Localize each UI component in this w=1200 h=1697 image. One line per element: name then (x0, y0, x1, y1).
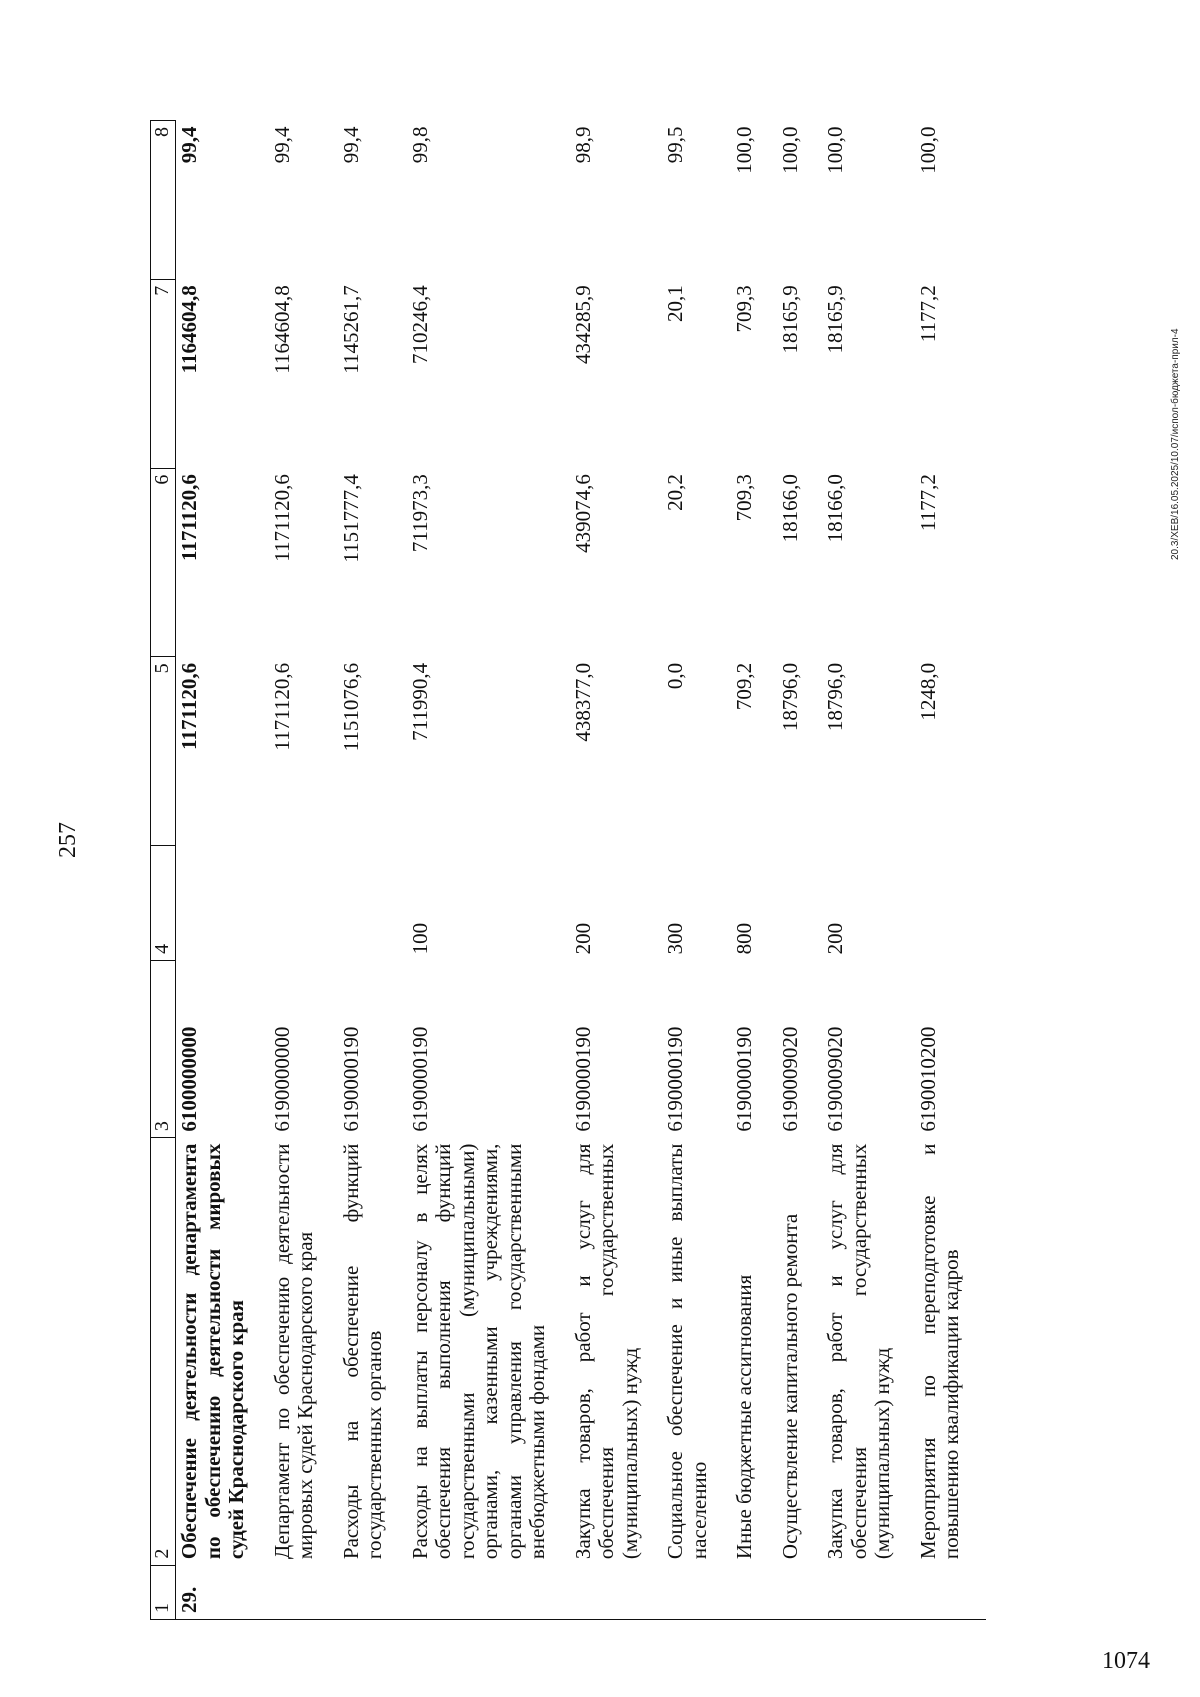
row-code: 6190009020 (823, 1026, 848, 1132)
rotated-page-content (55, 60, 1181, 1620)
row-value-7: 18165,9 (777, 285, 802, 354)
row-value-7: 20,1 (663, 285, 688, 323)
row-value-8: 98,9 (570, 126, 595, 164)
row-name: Расходы на выплаты персоналу в целях обеспечения выполнения функций государственными (муниципальными) органами, казенными учреждениями, органами управления государственными внебюджетными фондами (407, 1143, 550, 1560)
row-code: 6190000000 (269, 1026, 294, 1132)
row-value-7: 18165,9 (823, 285, 848, 354)
footer-document-code: 20.3/XEB/16.05.2025/10.07/испол-бюджета-прил-4 (1170, 328, 1181, 560)
row-value-8: 100,0 (823, 126, 848, 174)
row-value-5: 711990,4 (407, 662, 432, 741)
row-number (664, 1565, 733, 1619)
row-number: 29. (176, 1565, 271, 1619)
row-number (271, 1565, 340, 1619)
row-value-6: 1171120,6 (177, 474, 201, 562)
row-value-7: 434285,9 (570, 285, 595, 365)
column-header-1: 1 (151, 1565, 176, 1619)
row-name: Обеспечение деятельности департамента по обеспечению деятельности мировых судей Краснодарского края (177, 1143, 249, 1560)
column-header-7: 7 (151, 279, 176, 468)
row-value-6: 439074,6 (570, 474, 595, 553)
row-code: 6190000190 (732, 1026, 757, 1132)
row-code: 6190009020 (777, 1026, 802, 1132)
row-name: Расходы на обеспечение функций государственных органов (338, 1143, 387, 1560)
row-name: Осуществление капитального ремонта (777, 1213, 802, 1560)
table-row (340, 121, 409, 1620)
row-value-7: 710246,4 (407, 285, 432, 365)
row-type: 800 (732, 922, 757, 955)
row-value-8: 99,8 (407, 126, 432, 164)
table-row (572, 121, 665, 1620)
table-row (824, 121, 917, 1620)
row-value-5: 438377,0 (570, 662, 595, 742)
row-value-8: 100,0 (777, 126, 802, 174)
column-header-8: 8 (151, 121, 176, 280)
row-value-8: 99,4 (269, 126, 294, 164)
row-type (917, 846, 986, 961)
column-header-6: 6 (151, 468, 176, 657)
row-value-8: 100,0 (915, 126, 940, 174)
row-code: 6190000190 (570, 1026, 595, 1132)
table-row (409, 121, 572, 1620)
row-value-6: 711973,3 (407, 474, 432, 553)
row-value-7: 709,3 (732, 285, 757, 333)
table-row (917, 121, 986, 1620)
row-type (779, 846, 825, 961)
row-type (176, 846, 271, 961)
row-value-7: 1164604,8 (269, 285, 294, 374)
row-name: Департамент по обеспечению деятельности мировых судей Краснодарского края (269, 1143, 318, 1560)
row-name: Мероприятия по переподготовке и повышению квалификации кадров (915, 1143, 964, 1560)
row-value-7: 1164604,8 (177, 285, 201, 374)
column-header-2: 2 (151, 1138, 176, 1565)
row-type (271, 846, 340, 961)
row-code: 6190000190 (663, 1026, 688, 1132)
row-value-8: 100,0 (732, 126, 757, 174)
row-name: Закупка товаров, работ и услуг для обеспечения государственных (муниципальных) нужд (823, 1143, 895, 1560)
row-number (733, 1565, 779, 1619)
row-code: 6190010200 (915, 1026, 940, 1132)
row-value-6: 18166,0 (823, 474, 848, 543)
table-row (779, 121, 825, 1620)
row-value-6: 20,2 (663, 474, 688, 511)
table-header-row (151, 121, 176, 1620)
row-value-8: 99,4 (177, 126, 201, 164)
row-value-6: 709,3 (732, 474, 757, 522)
row-value-5: 18796,0 (823, 662, 848, 732)
column-header-5: 5 (151, 657, 176, 846)
page-number: 257 (55, 822, 81, 858)
row-type (340, 846, 409, 961)
row-number (340, 1565, 409, 1619)
row-name: Социальное обеспечение и иные выплаты населению (663, 1143, 711, 1560)
row-type: 100 (407, 922, 432, 955)
row-number (779, 1565, 825, 1619)
row-number (824, 1565, 917, 1619)
row-value-8: 99,5 (663, 126, 688, 164)
row-number (409, 1565, 572, 1619)
row-number (917, 1565, 986, 1619)
row-name: Закупка товаров, работ и услуг для обеспечения государственных (муниципальных) нужд (570, 1143, 642, 1560)
sheet-number: 1074 (1102, 1648, 1150, 1674)
row-value-7: 1177,2 (915, 285, 940, 343)
row-name: Иные бюджетные ассигнования (732, 1274, 757, 1560)
row-type: 200 (570, 922, 595, 955)
row-number (572, 1565, 665, 1619)
column-header-3: 3 (151, 960, 176, 1137)
row-value-8: 99,4 (338, 126, 363, 164)
table-row (733, 121, 779, 1620)
row-code: 6190000190 (407, 1026, 432, 1132)
row-type: 300 (663, 922, 688, 955)
row-value-6: 18166,0 (777, 474, 802, 543)
row-value-5: 709,2 (732, 662, 757, 711)
row-value-5: 1171120,6 (269, 662, 294, 751)
row-value-5: 18796,0 (777, 662, 802, 732)
table-row (271, 121, 340, 1620)
row-value-5: 1151076,6 (338, 662, 363, 752)
row-value-5: 1171120,6 (177, 662, 201, 750)
table-row (664, 121, 733, 1620)
column-header-4: 4 (151, 846, 176, 961)
row-type: 200 (823, 922, 848, 955)
budget-table (150, 120, 986, 1620)
row-value-5: 1248,0 (915, 662, 940, 721)
row-code: 6190000190 (338, 1026, 363, 1132)
row-value-7: 1145261,7 (338, 285, 363, 374)
row-value-6: 1177,2 (915, 474, 940, 532)
row-value-6: 1151777,4 (338, 474, 363, 563)
table-row (176, 121, 271, 1620)
row-value-6: 1171120,6 (269, 474, 294, 562)
row-code: 6100000000 (177, 1026, 201, 1132)
row-value-5: 0,0 (663, 662, 688, 690)
